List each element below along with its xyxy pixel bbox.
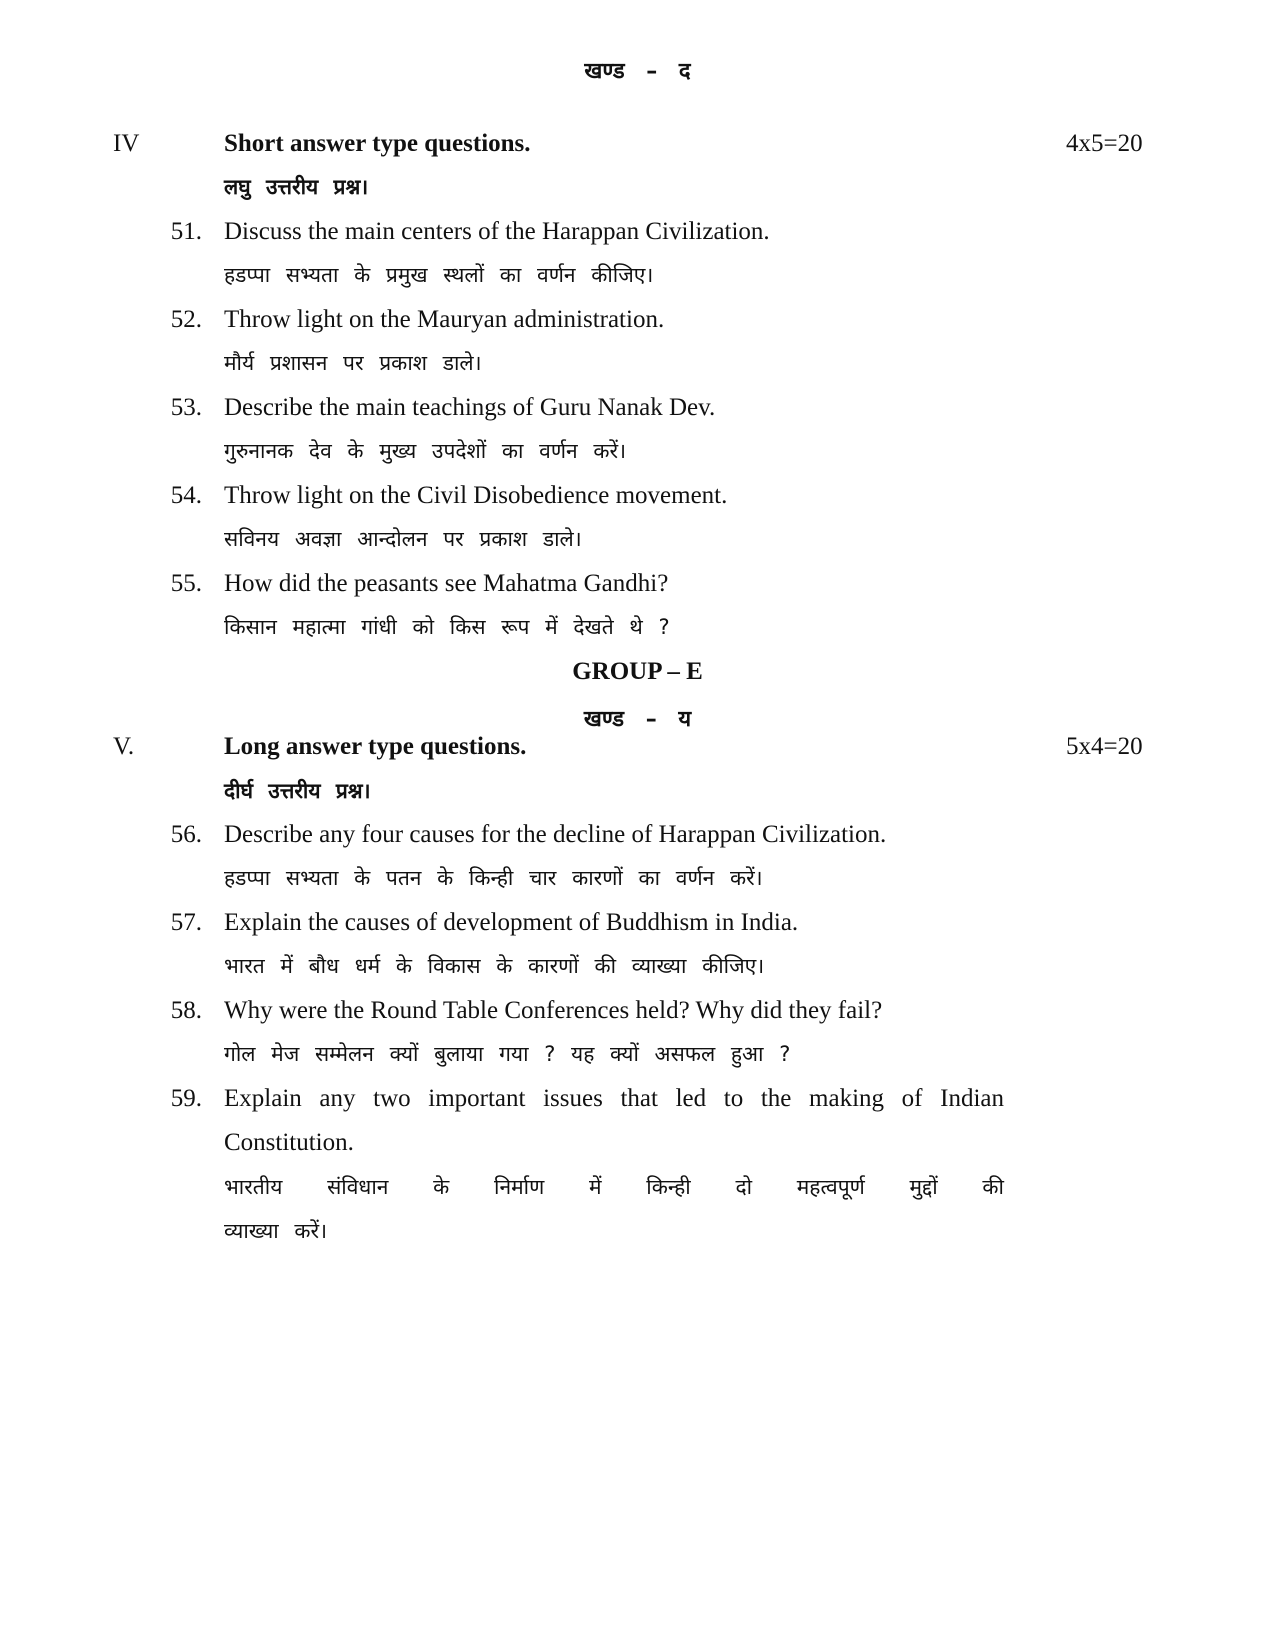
question-number: 51. — [170, 218, 202, 245]
question-text-hi: गुरुनानक देव के मुख्य उपदेशों का वर्णन करें। — [224, 439, 627, 463]
section-d-heading-hi: खण्ड – द — [584, 59, 691, 84]
question-text-en: Throw light on the Civil Disobedience movement. — [224, 482, 728, 509]
question-text-en: Describe the main teachings of Guru Nanak Dev. — [224, 394, 716, 421]
question-text-hi: गोल मेज सम्मेलन क्यों बुलाया गया ? यह क्यों असफल हुआ ? — [224, 1042, 791, 1066]
question-text-hi: सविनय अवज्ञा आन्दोलन पर प्रकाश डाले। — [224, 527, 582, 551]
question-text-hi: हडप्पा सभ्यता के पतन के किन्ही चार कारणों का वर्णन करें। — [224, 866, 763, 890]
question-text-en: Why were the Round Table Conferences held? Why did they fail? — [224, 997, 883, 1024]
question-text-en: Describe any four causes for the decline of Harappan Civilization. — [224, 821, 887, 848]
section-v-title: Long answer type questions. — [224, 733, 527, 760]
question-number: 53. — [170, 394, 202, 421]
question-number: 56. — [170, 821, 202, 848]
question-text-hi: हडप्पा सभ्यता के प्रमुख स्थलों का वर्णन कीजिए। — [224, 263, 654, 287]
question-text-en-line1: Explain any two important issues that led to the making of Indian — [224, 1085, 1004, 1112]
question-text-en: Throw light on the Mauryan administration. — [224, 306, 665, 333]
section-v-number: V. — [113, 733, 135, 760]
question-number: 54. — [170, 482, 202, 509]
question-number: 57. — [170, 909, 202, 936]
question-text-hi: मौर्य प्रशासन पर प्रकाश डाले। — [224, 351, 482, 375]
group-e-heading: GROUP – E — [572, 658, 703, 685]
question-text-hi-line2: व्याख्या करें। — [224, 1219, 328, 1243]
section-v-title-hi: दीर्घ उत्तरीय प्रश्न। — [224, 779, 371, 803]
section-iv-marks: 4x5=20 — [1066, 130, 1143, 157]
question-number: 59. — [170, 1085, 202, 1112]
section-e-heading-hi: खण्ड – य — [583, 707, 692, 732]
question-number: 55. — [170, 570, 202, 597]
question-text-en: How did the peasants see Mahatma Gandhi? — [224, 570, 669, 597]
section-iv-title-hi: लघु उत्तरीय प्रश्न। — [224, 175, 369, 199]
question-text-hi: भारत में बौध धर्म के विकास के कारणों की व्याख्या कीजिए। — [224, 954, 765, 978]
section-iv-title: Short answer type questions. — [224, 130, 531, 157]
question-text-hi: किसान महात्मा गांधी को किस रूप में देखते थे ? — [224, 615, 670, 639]
question-number: 58. — [170, 997, 202, 1024]
section-iv-number: IV — [113, 130, 140, 157]
question-text-en: Discuss the main centers of the Harappan Civilization. — [224, 218, 770, 245]
question-text-en-line2: Constitution. — [224, 1129, 354, 1156]
question-text-en: Explain the causes of development of Buddhism in India. — [224, 909, 799, 936]
section-v-marks: 5x4=20 — [1066, 733, 1143, 760]
question-number: 52. — [170, 306, 202, 333]
question-text-hi-line1: भारतीय संविधान के निर्माण में किन्ही दो महत्वपूर्ण मुद्दों की — [224, 1175, 1004, 1199]
